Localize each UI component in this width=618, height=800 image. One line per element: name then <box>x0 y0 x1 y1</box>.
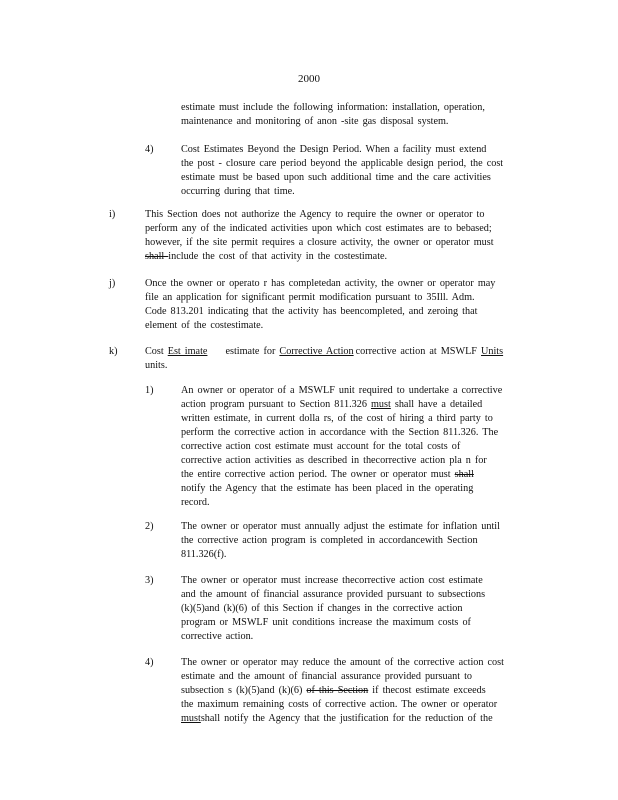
text-line: notify the Agency that the estimate has been placed in the operating <box>181 483 474 494</box>
text-line <box>181 684 539 698</box>
text-fragment: shall have a detailed <box>394 399 483 410</box>
k2-paragraph <box>181 520 539 562</box>
text-fragment: estimate for <box>225 346 276 357</box>
text-line: corrective action cost estimate must account for the total costs of <box>181 441 461 452</box>
text-line: and the amount of financial assurance provided pursuant to subsections <box>181 589 486 600</box>
text-fragment: action program pursuant to Section 811.326 <box>181 399 367 410</box>
item-label: 1) <box>145 385 154 396</box>
struck-text: of this Section <box>306 685 369 696</box>
underlined-text: Corrective Action <box>279 346 354 357</box>
text-line: maintenance and monitoring of anon -site gas disposal system. <box>181 116 449 127</box>
underlined-text: must <box>370 399 391 410</box>
text-line: file an application for significant permit modification pursuant to 35Ill. Adm. <box>145 292 475 303</box>
section-label: j) <box>109 278 116 289</box>
text-line: estimate must include the following information: installation, operation, <box>181 102 485 113</box>
section-k-heading <box>145 345 537 373</box>
text-line: the maximum remaining costs of corrective action. The owner or operator <box>181 699 498 710</box>
text-line: The owner or operator must increase thecorrective action cost estimate <box>181 575 483 586</box>
item-label: 2) <box>145 521 154 532</box>
text-line: the corrective action program is completed in accordancewith Section <box>181 535 478 546</box>
text-line: units. <box>145 360 168 371</box>
text-line <box>181 398 539 412</box>
page-number: 2000 <box>298 73 320 85</box>
text-fragment: subsection s (k)(5)and (k)(6) <box>181 685 303 696</box>
item-label: 4) <box>145 657 154 668</box>
underlined-text: must <box>181 713 201 724</box>
text-fragment: if thecost estimate exceeds <box>372 685 486 696</box>
section-j-paragraph <box>145 277 532 333</box>
text-fragment: corrective action at MSWLF <box>355 346 477 357</box>
text-line: program or MSWLF unit conditions increase the maximum costs of <box>181 617 471 628</box>
section-label: i) <box>109 209 116 220</box>
text-line: the post - closure care period beyond the applicable design period, the cost <box>181 158 504 169</box>
text-fragment: the entire corrective action period. The owner or operator must <box>181 469 451 480</box>
text-line <box>181 468 539 482</box>
text-line: written estimate, in current dolla rs, of the cost of hiring a third party to <box>181 413 493 424</box>
text-line: This Section does not authorize the Agency to require the owner or operator to <box>145 209 485 220</box>
text-line: perform any of the indicated activities upon which cost estimates are to bebased; <box>145 223 492 234</box>
text-line: corrective action activities as described in thecorrective action pla n for <box>181 455 487 466</box>
text-line: estimate must be based upon such additional time and the care activities <box>181 172 491 183</box>
text-line: An owner or operator of a MSWLF unit required to undertake a corrective <box>181 385 503 396</box>
text-line: 811.326(f). <box>181 549 227 560</box>
text-line: The owner or operator may reduce the amount of the corrective action cost <box>181 657 504 668</box>
item-label: 4) <box>145 144 154 155</box>
design-period-paragraph <box>181 143 532 199</box>
text-line: Cost Estimates Beyond the Design Period. When a facility must extend <box>181 144 487 155</box>
text-line <box>145 250 532 264</box>
text-line: record. <box>181 497 210 508</box>
text-line: estimate and the amount of financial assurance provided pursuant to <box>181 671 473 682</box>
text-fragment: shall notify the Agency that the justification for the reduction of the <box>200 713 493 724</box>
underlined-text: Units <box>481 346 504 357</box>
text-line <box>181 712 539 726</box>
text-line: perform the corrective action in accordance with the Section 811.326. The <box>181 427 499 438</box>
text-fragment: Cost <box>145 346 164 357</box>
section-label: k) <box>109 346 118 357</box>
struck-text: shall <box>145 251 169 262</box>
item-label: 3) <box>145 575 154 586</box>
continuation-paragraph <box>181 101 522 129</box>
text-line: element of the costestimate. <box>145 320 264 331</box>
text-line: however, if the site permit requires a closure activity, the owner or operator must <box>145 237 494 248</box>
underlined-text: Est imate <box>167 346 208 357</box>
struck-text: shall <box>454 469 474 480</box>
text-line: The owner or operator must annually adjust the estimate for inflation until <box>181 521 500 532</box>
k1-paragraph <box>181 384 539 510</box>
text-line: Code 813.201 indicating that the activity has beencompleted, and zeroing that <box>145 306 478 317</box>
text-fragment: include the cost of that activity in the costestimate. <box>168 251 388 262</box>
k4-paragraph <box>181 656 539 726</box>
text-line: Once the owner or operato r has completedan activity, the owner or operator may <box>145 278 496 289</box>
text-line: corrective action. <box>181 631 254 642</box>
text-line: occurring during that time. <box>181 186 295 197</box>
k3-paragraph <box>181 574 516 644</box>
text-line: (k)(5)and (k)(6) of this Section if changes in the corrective action <box>181 603 463 614</box>
section-i-paragraph <box>145 208 532 264</box>
